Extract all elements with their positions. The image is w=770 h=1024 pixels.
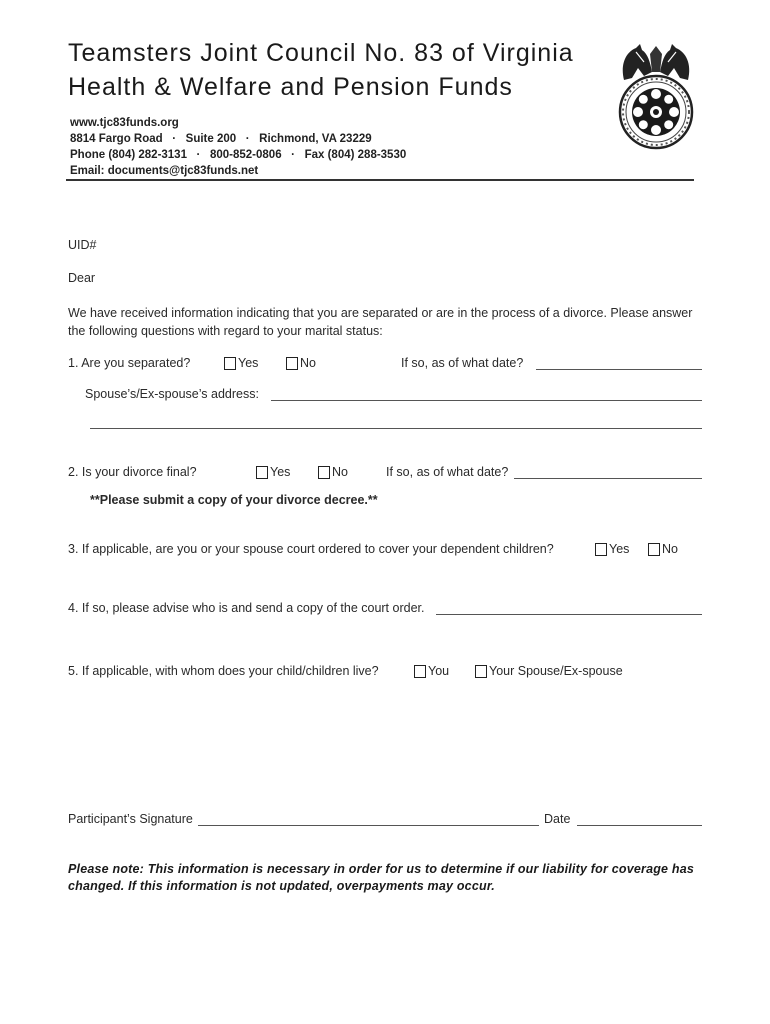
title-line-1: Teamsters Joint Council No. 83 of Virginia bbox=[68, 39, 574, 67]
uid-label: UID# bbox=[68, 238, 97, 252]
salutation: Dear bbox=[68, 271, 96, 285]
website-link[interactable]: www.tjc83funds.org bbox=[70, 117, 179, 129]
teamsters-logo-icon bbox=[614, 42, 698, 152]
q5-you-label: You bbox=[428, 664, 450, 678]
q1-address-label: Spouse’s/Ex-spouse’s address: bbox=[85, 387, 259, 401]
mailing-address: 8814 Fargo Road · Suite 200 · Richmond, VA 23229 bbox=[70, 133, 372, 145]
email-address[interactable]: Email: documents@tjc83funds.net bbox=[70, 165, 259, 177]
q2-no-label: No bbox=[332, 465, 348, 479]
q2-no-option[interactable] bbox=[318, 465, 348, 479]
header-title bbox=[68, 36, 574, 104]
footer-note: Please note: This information is necessary in order for us to determine if our liability for coverage has changed. If this information is not updated, overpayments may occur. bbox=[68, 862, 695, 893]
q2-yes-label: Yes bbox=[270, 465, 291, 479]
q1-date-label: If so, as of what date? bbox=[401, 356, 524, 370]
q4-label: 4. If so, please advise who is and send a copy of the court order. bbox=[68, 601, 425, 615]
q3-yes-checkbox[interactable] bbox=[595, 543, 607, 556]
q1-yes-checkbox[interactable] bbox=[224, 357, 236, 370]
q5-spouse-label: Your Spouse/Ex-spouse bbox=[489, 664, 623, 678]
q1-no-checkbox[interactable] bbox=[286, 357, 298, 370]
q1-label: 1. Are you separated? bbox=[68, 356, 191, 370]
divorce-decree-note: **Please submit a copy of your divorce decree.** bbox=[90, 493, 378, 507]
signature-field[interactable] bbox=[198, 813, 539, 826]
q3-no-option[interactable] bbox=[648, 542, 678, 556]
q3-no-checkbox[interactable] bbox=[648, 543, 660, 556]
q1-date-field[interactable] bbox=[536, 357, 702, 370]
title-line-2: Health & Welfare and Pension Funds bbox=[68, 73, 513, 101]
q4-answer-field[interactable] bbox=[436, 602, 702, 615]
signature-date-label: Date bbox=[544, 812, 571, 826]
q5-spouse-checkbox[interactable] bbox=[475, 665, 487, 678]
q1-no-label: No bbox=[300, 356, 316, 370]
spouse-address-field-line2[interactable] bbox=[90, 416, 702, 429]
q2-yes-option[interactable] bbox=[256, 465, 290, 479]
q1-yes-label: Yes bbox=[238, 356, 259, 370]
q1-no-option[interactable] bbox=[286, 356, 316, 370]
q2-yes-checkbox[interactable] bbox=[256, 466, 268, 479]
q3-yes-option[interactable] bbox=[595, 542, 629, 556]
q5-you-checkbox[interactable] bbox=[414, 665, 426, 678]
q5-you-option[interactable] bbox=[414, 664, 449, 678]
header-divider bbox=[66, 179, 694, 181]
intro-paragraph: We have received information indicating that you are separated or are in the process of a divorce. Please answer the following questions with regard to your marital status: bbox=[68, 306, 693, 338]
signature-label: Participant’s Signature bbox=[68, 812, 193, 826]
signature-date-field[interactable] bbox=[577, 813, 702, 826]
q2-date-label: If so, as of what date? bbox=[386, 465, 509, 479]
q3-yes-label: Yes bbox=[609, 542, 630, 556]
q1-yes-option[interactable] bbox=[224, 356, 258, 370]
q5-spouse-option[interactable] bbox=[475, 664, 623, 678]
q2-no-checkbox[interactable] bbox=[318, 466, 330, 479]
phone-numbers: Phone (804) 282-3131 · 800-852-0806 · Fax (804) 288-3530 bbox=[70, 149, 407, 161]
q3-no-label: No bbox=[662, 542, 678, 556]
q3-label: 3. If applicable, are you or your spouse court ordered to cover your dependent children? bbox=[68, 542, 554, 556]
q2-label: 2. Is your divorce final? bbox=[68, 465, 197, 479]
spouse-address-field-line1[interactable] bbox=[271, 388, 702, 401]
q2-date-field[interactable] bbox=[514, 466, 702, 479]
q5-label: 5. If applicable, with whom does your child/children live? bbox=[68, 664, 379, 678]
contact-block bbox=[70, 115, 406, 179]
